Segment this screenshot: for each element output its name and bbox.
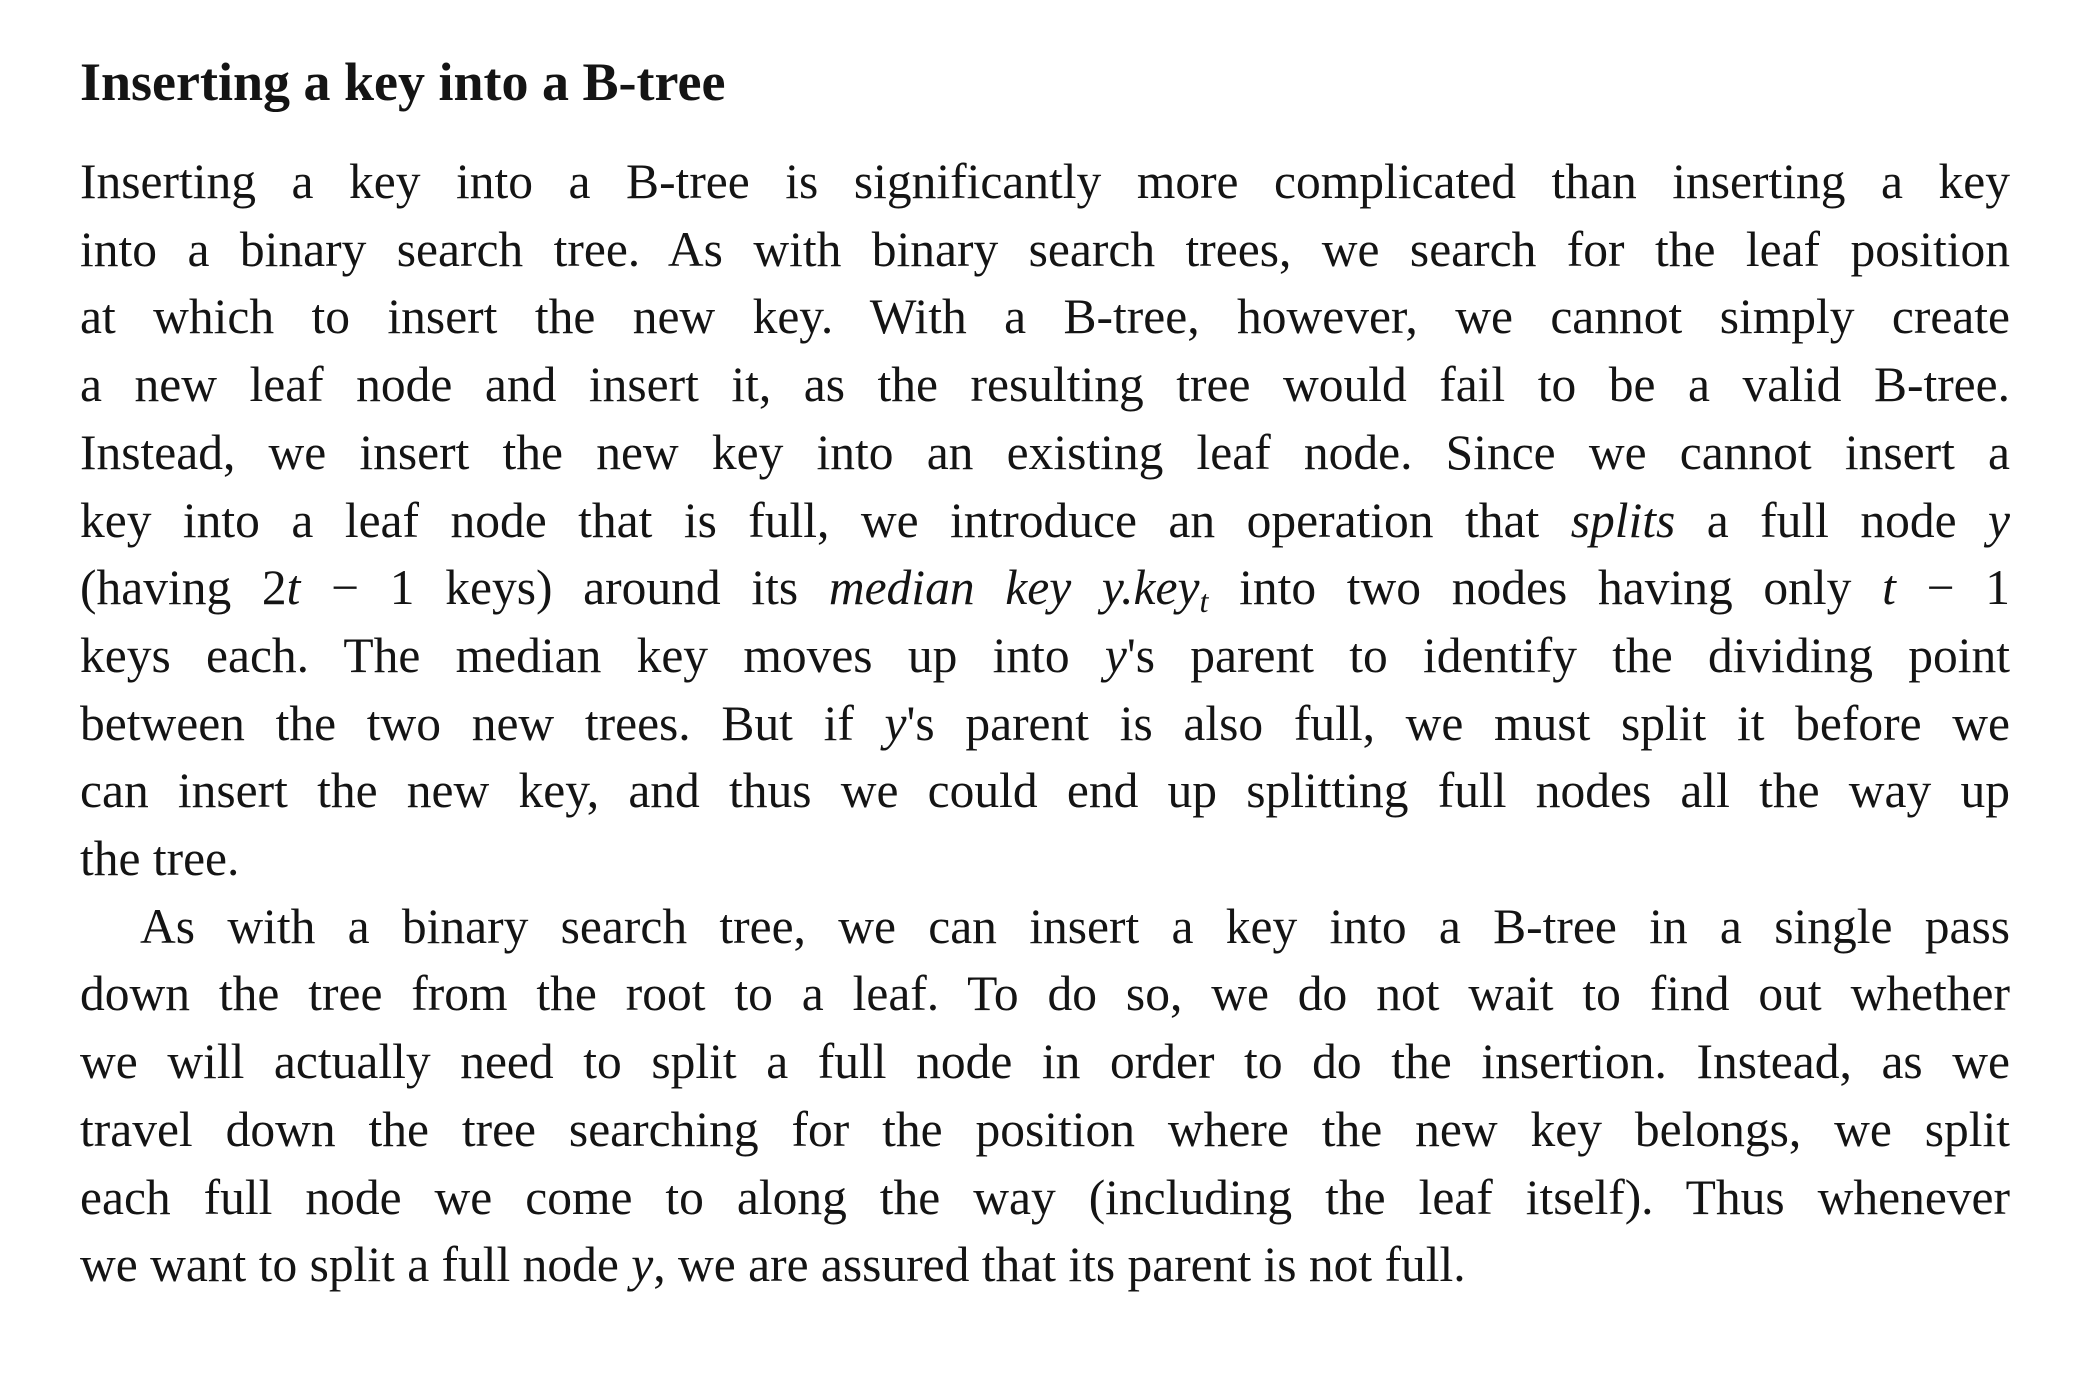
text-run: into two nodes having only <box>1208 560 1883 616</box>
section-heading: Inserting a key into a B-tree <box>80 52 726 112</box>
text-line <box>80 622 2010 690</box>
text-line <box>80 554 2010 622</box>
text-run: keys each. The median key moves up into <box>80 627 1105 683</box>
text-run: we want to split a full node <box>80 1237 632 1293</box>
text-run: 's parent to identify the dividing point <box>1126 627 2010 683</box>
term-splits: splits <box>1570 492 1676 548</box>
text-line: into a binary search tree. As with binary search trees, we search for the leaf position <box>80 221 2010 277</box>
math-t: t <box>1882 560 1896 616</box>
math-t: t <box>286 560 301 616</box>
text-line: can insert the new key, and thus we could end up splitting full nodes all the way up <box>80 763 2010 819</box>
text-line: a new leaf node and insert it, as the resulting tree would fail to be a valid B-tree. <box>80 357 2010 413</box>
text-line: Instead, we insert the new key into an existing leaf node. Since we cannot insert a <box>80 424 2010 480</box>
document-body <box>80 50 2010 1299</box>
text-line: we will actually need to split a full node in order to do the insertion. Instead, as we <box>80 1034 2010 1090</box>
text-run: a full node <box>1675 492 1988 548</box>
text-run: between the two new trees. But if <box>80 695 885 751</box>
text-line: As with a binary search tree, we can insert a key into a B-tree in a single pass <box>140 898 2010 954</box>
text-run: (having 2 <box>80 560 287 616</box>
text-line: the tree. <box>80 831 240 887</box>
text-line: each full node we come to along the way (including the leaf itself). Thus whenever <box>80 1169 2010 1225</box>
math-y: y <box>1104 627 1127 683</box>
text-run: , we are assured that its parent is not full. <box>653 1237 1466 1293</box>
math-y: y <box>884 695 907 751</box>
text-run: − 1 <box>1895 560 2010 616</box>
math-y: y <box>1988 492 2010 548</box>
term-median-key: median key y.key <box>828 560 1200 616</box>
math-subscript-t: t <box>1199 583 1209 620</box>
text-line: travel down the tree searching for the position where the new key belongs, we split <box>80 1101 2010 1157</box>
text-run: − 1 keys) around its <box>300 560 829 616</box>
text-line <box>80 487 2010 555</box>
math-y: y <box>631 1237 654 1293</box>
text-line <box>80 1231 2010 1299</box>
text-line: Inserting a key into a B-tree is significantly more complicated than inserting a key <box>80 154 2010 209</box>
paragraph-1 <box>80 148 2010 893</box>
text-run: key into a leaf node that is full, we introduce an operation that <box>80 492 1571 548</box>
text-line: at which to insert the new key. With a B-tree, however, we cannot simply create <box>80 289 2010 345</box>
paragraph-2 <box>80 893 2010 1299</box>
text-run: 's parent is also full, we must split it before we <box>906 695 2010 751</box>
text-line: down the tree from the root to a leaf. To do so, we do not wait to find out whether <box>80 966 2010 1022</box>
text-line <box>80 690 2010 758</box>
